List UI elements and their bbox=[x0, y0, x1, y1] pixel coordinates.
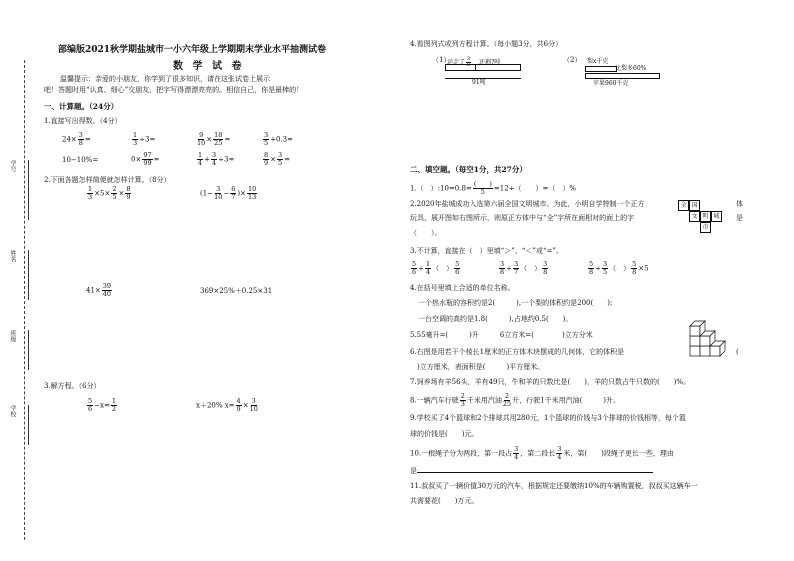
q1-heading: 1.直接写出得数。（4分） bbox=[44, 117, 122, 125]
fill-q1: 1.（ ）:10=0.8= $\frac{( )}{5}$ =12÷（ ）=（ ）% bbox=[410, 180, 577, 196]
oral-calc-item: 24× $\frac{3}{8}$ = bbox=[62, 131, 91, 147]
diagram-bar bbox=[585, 73, 660, 79]
simplify-expr-2: (1− $\frac{3}{10}$ − $\frac{6}{7}$ )× $\frac{10}{13}$ bbox=[200, 185, 257, 201]
fill-q8: 8.一辆汽车行驶 $\frac{2}{3}$ 千米用汽油 $\frac{2}{25}$ 升，行驶1千米用汽油( )升。 bbox=[410, 392, 621, 408]
diagram-divider bbox=[475, 64, 476, 71]
margin-blank bbox=[20, 160, 29, 220]
oral-calc-item: $\frac{8}{9}$ × $\frac{3}{5}$ = bbox=[264, 151, 291, 167]
diagram-part-label: 还剩?吨 bbox=[479, 59, 501, 66]
q2-heading: 2.下面各题怎样简便就怎样计算。（8分） bbox=[44, 176, 171, 184]
binding-line bbox=[24, 60, 25, 540]
margin-blank bbox=[20, 330, 29, 370]
oral-calc-item: $\frac{9}{10}$ × $\frac{18}{25}$ = bbox=[197, 131, 231, 147]
diagram-2-label: （2） bbox=[563, 56, 582, 64]
fill-q2-line-2: 玩具，展开图如右图所示，则原正方体中与“全”字所在面相对的面上的字 bbox=[410, 214, 635, 222]
oral-calc-item: 10−10%= bbox=[62, 156, 99, 164]
fill-q6-line-1: 6.右图是用若干个棱长1厘米的正方体木块摆成的几何体，它的体积是 bbox=[410, 348, 625, 356]
fill-q9-line-2: 球的价钱是( )元。 bbox=[410, 430, 479, 438]
margin-blank bbox=[20, 405, 29, 445]
fill-q11-line-1: 11.叔叔买了一辆价值30万元的汽车，根据规定还要缴纳10%的车辆购置税，叔叔买这辆车一 bbox=[410, 482, 698, 490]
diagram-part-label: 梨x千克 bbox=[587, 58, 609, 65]
fill-q7: 7.饲养场有羊56头，羊有49只，牛和羊的只数比是( )，羊的只数占牛只数的( )%。 bbox=[410, 378, 691, 386]
net-cell-cheng: 城 bbox=[711, 211, 722, 222]
fill-q9-line-1: 9.学校买了4个篮球和2个排球共用280元，1个篮球的价钱与3个排球的价钱相等，每个篮 bbox=[410, 414, 686, 422]
net-cell-quan: 全 bbox=[678, 200, 689, 211]
fill-q2-tail-2: 是 bbox=[736, 214, 743, 222]
margin-label-name: 姓名 bbox=[9, 250, 16, 262]
segment-diagram-2 bbox=[585, 58, 660, 90]
net-cell-wen: 文 bbox=[689, 211, 700, 222]
section-heading-fill: 二、填空题。（每空1分，共27分） bbox=[410, 165, 527, 174]
net-cell-ming: 明 bbox=[700, 211, 711, 222]
margin-label-school: 学校 bbox=[9, 405, 16, 417]
equation-1: $\frac{5}{6}$ −x= $\frac{1}{2}$ bbox=[88, 397, 116, 413]
fill-q2-line-3: （ ）。 bbox=[410, 229, 442, 237]
section-heading-calc: 一、计算题。（24分） bbox=[44, 102, 119, 111]
net-cell-guo: 国 bbox=[689, 200, 700, 211]
q3-heading: 3.解方程。（6分） bbox=[44, 382, 101, 390]
net-cell-shi: 市 bbox=[700, 222, 711, 233]
tip-line-2: 吧！答题时用“认真、细心”交朋友，把字写得漂漂亮亮的。相信自己，你是最棒的！ bbox=[44, 86, 304, 94]
cube-net-figure bbox=[678, 196, 726, 236]
q4-heading: 4.看图列式或列方程计算。（每小题3分，共6分） bbox=[410, 40, 563, 48]
fill-q4-line-3: 一台空调的高约是1.8( ),占地约0.5( )。 bbox=[418, 315, 573, 323]
oral-calc-item: $\frac{1}{4}$ + $\frac{3}{4}$ ÷3= bbox=[198, 151, 235, 167]
fill-q6-line-2: )立方厘米，表面积是( )平方厘米。 bbox=[410, 363, 545, 371]
fill-q10: 10.一根绳子分为两段，第一段占 $\frac{3}{4}$ ，第二段长 $\frac{3}{4}$ 米，第( )段绳子更长一些，理由 bbox=[410, 445, 674, 461]
fill-q2-tail-1: 体 bbox=[736, 200, 743, 208]
diagram-total-label: 91吨 bbox=[472, 79, 486, 86]
diagram-1-label: （1） bbox=[432, 56, 451, 64]
compare-item-a: $\frac{5}{6}$ ÷ $\frac{1}{4}$ （ ） $\frac{5}{6}$ bbox=[412, 260, 460, 276]
page-subtitle: 数 学 试 卷 bbox=[173, 61, 245, 72]
segment-diagram-1 bbox=[445, 58, 521, 90]
simplify-expr-3: 41× $\frac{39}{40}$ bbox=[86, 282, 112, 298]
fill-q11-line-2: 共需要花( )万元。 bbox=[410, 497, 479, 505]
cube-stack-figure bbox=[688, 316, 732, 360]
fill-q4-line-1: 4.在括号里填上合适的单位名称。 bbox=[410, 284, 515, 292]
margin-blank bbox=[20, 250, 29, 300]
margin-label-student-id: 学号 bbox=[9, 160, 16, 172]
fill-q4-line-2: 一个热水瓶的容积约是2( ),一个梨的体积约是200( ); bbox=[418, 299, 613, 307]
oral-calc-item: $\frac{3}{5}$ +0.3= bbox=[264, 131, 294, 147]
simplify-expr-4: 369×25%＋0.25×31 bbox=[200, 287, 273, 295]
fill-q2-line-1: 2.2020年盐城成功入选第六届全国文明城市。为此，小明自学特制一个正方 bbox=[410, 200, 645, 208]
margin-label-class: 班级 bbox=[9, 330, 16, 342]
simplify-expr-1: $\frac{1}{3}$ ×5× $\frac{2}{5}$ × $\frac{8}{9}$ bbox=[88, 185, 131, 201]
fill-q3-line-1: 3.不计算，直接在（ ）里填“＞”、“＜”或“=”。 bbox=[410, 247, 564, 255]
oral-calc-item: 0× $\frac{97}{99}$ = bbox=[131, 151, 160, 167]
diagram-bar bbox=[585, 66, 617, 72]
tip-line-1: 温馨提示：亲爱的小朋友，你学到了很多知识，请在这张试卷上展示 bbox=[60, 75, 270, 83]
diagram-part-label: 运走了 $\frac{3}{8}$ bbox=[447, 56, 471, 68]
equation-2: x＋20% x= $\frac{4}{9}$ × $\frac{3}{10}$ bbox=[196, 397, 258, 413]
diagram-part-label: 比梨多60% bbox=[615, 65, 647, 72]
compare-item-c: $\frac{5}{8}$ ÷ $\frac{3}{5}$ （ ） $\frac{5}{8}$ ×5 bbox=[589, 260, 649, 276]
fill-q10-line-2: 是 bbox=[410, 467, 653, 476]
page-title: 部编版2021秋学期盐城市一小六年级上学期期末学业水平抽测试卷 bbox=[58, 45, 327, 55]
fill-q5: 5.55毫升=( )升 6立方米=( )立方分米 bbox=[410, 331, 593, 339]
compare-item-b: $\frac{3}{8}$ ÷ $\frac{3}{7}$ （ ） $\frac{3}{8}$ bbox=[500, 260, 548, 276]
diagram-total-label: 苹果960千克 bbox=[593, 80, 629, 87]
fill-q6-tail: ( bbox=[736, 348, 739, 356]
oral-calc-item: $\frac{1}{3}$ ÷3= bbox=[133, 131, 156, 147]
